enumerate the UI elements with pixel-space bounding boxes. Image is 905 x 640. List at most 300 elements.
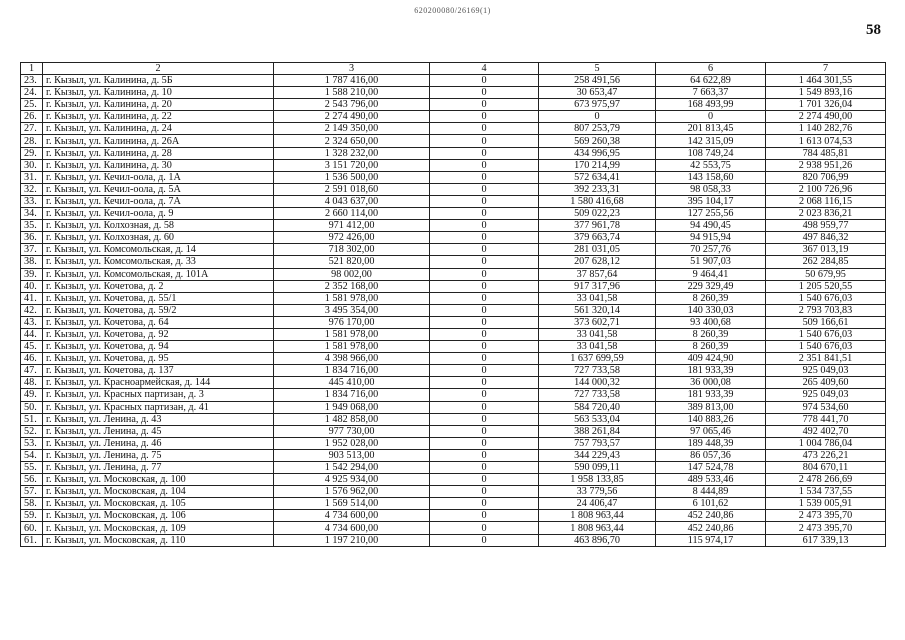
value-cell: 108 749,24: [656, 147, 766, 159]
value-cell: 1 140 282,76: [766, 123, 886, 135]
table-row: [21, 474, 886, 486]
value-cell: 1 540 676,03: [766, 292, 886, 304]
value-cell: 7 663,37: [656, 87, 766, 99]
value-cell: 1 637 699,59: [539, 353, 656, 365]
value-cell: 2 660 114,00: [274, 208, 430, 220]
value-cell: 51 907,03: [656, 256, 766, 268]
value-cell: 0: [430, 232, 539, 244]
value-cell: 727 733,58: [539, 389, 656, 401]
row-number: 32.: [21, 183, 43, 195]
column-header: 5: [539, 63, 656, 75]
value-cell: 497 846,32: [766, 232, 886, 244]
address-cell: г. Кызыл, ул. Кечил-оола, д. 9: [43, 208, 274, 220]
value-cell: 395 104,17: [656, 195, 766, 207]
address-cell: г. Кызыл, ул. Калинина, д. 22: [43, 111, 274, 123]
table-row: [21, 147, 886, 159]
table-row: [21, 389, 886, 401]
value-cell: 473 226,21: [766, 449, 886, 461]
address-cell: г. Кызыл, ул. Красных партизан, д. 41: [43, 401, 274, 413]
row-number: 33.: [21, 195, 43, 207]
value-cell: 0: [430, 135, 539, 147]
value-cell: 50 679,95: [766, 268, 886, 280]
table-row: [21, 292, 886, 304]
table-row: [21, 328, 886, 340]
address-cell: г. Кызыл, ул. Кочетова, д. 2: [43, 280, 274, 292]
row-number: 26.: [21, 111, 43, 123]
table-row: [21, 304, 886, 316]
value-cell: 262 284,85: [766, 256, 886, 268]
row-number: 27.: [21, 123, 43, 135]
value-cell: 140 883,26: [656, 413, 766, 425]
value-cell: 143 158,60: [656, 171, 766, 183]
address-cell: г. Кызыл, ул. Ленина, д. 46: [43, 437, 274, 449]
table-row: [21, 171, 886, 183]
row-number: 40.: [21, 280, 43, 292]
column-header: 2: [43, 63, 274, 75]
value-cell: 33 041,58: [539, 328, 656, 340]
value-cell: 2 274 490,00: [766, 111, 886, 123]
value-cell: 4 734 600,00: [274, 522, 430, 534]
row-number: 31.: [21, 171, 43, 183]
value-cell: 673 975,97: [539, 99, 656, 111]
table-row: [21, 183, 886, 195]
row-number: 60.: [21, 522, 43, 534]
value-cell: 0: [430, 99, 539, 111]
value-cell: 1 540 676,03: [766, 328, 886, 340]
value-cell: 0: [430, 220, 539, 232]
value-cell: 2 352 168,00: [274, 280, 430, 292]
value-cell: 70 257,76: [656, 244, 766, 256]
value-cell: 30 653,47: [539, 87, 656, 99]
address-cell: г. Кызыл, ул. Калинина, д. 10: [43, 87, 274, 99]
document-code: 620200080/26169(1): [414, 6, 491, 15]
value-cell: 258 491,56: [539, 75, 656, 87]
value-cell: 1 581 978,00: [274, 292, 430, 304]
value-cell: 0: [430, 75, 539, 87]
table-row: [21, 425, 886, 437]
column-header: 1: [21, 63, 43, 75]
table-row: [21, 208, 886, 220]
column-header: 7: [766, 63, 886, 75]
row-number: 23.: [21, 75, 43, 87]
value-cell: 0: [430, 522, 539, 534]
row-number: 30.: [21, 159, 43, 171]
value-cell: 757 793,57: [539, 437, 656, 449]
table-row: [21, 135, 886, 147]
value-cell: 521 820,00: [274, 256, 430, 268]
value-cell: 181 933,39: [656, 365, 766, 377]
table-row: [21, 316, 886, 328]
value-cell: 0: [430, 244, 539, 256]
value-cell: 170 214,99: [539, 159, 656, 171]
table-row: [21, 220, 886, 232]
value-cell: 489 533,46: [656, 474, 766, 486]
address-cell: г. Кызыл, ул. Московская, д. 110: [43, 534, 274, 546]
row-number: 51.: [21, 413, 43, 425]
value-cell: 563 533,04: [539, 413, 656, 425]
value-cell: 1 328 232,00: [274, 147, 430, 159]
register-table: [20, 62, 886, 547]
value-cell: 0: [430, 462, 539, 474]
value-cell: 201 813,45: [656, 123, 766, 135]
address-cell: г. Кызыл, ул. Кочетова, д. 92: [43, 328, 274, 340]
table-row: [21, 111, 886, 123]
value-cell: 9 464,41: [656, 268, 766, 280]
address-cell: г. Кызыл, ул. Красноармейская, д. 144: [43, 377, 274, 389]
value-cell: 0: [430, 159, 539, 171]
row-number: 43.: [21, 316, 43, 328]
value-cell: 6 101,62: [656, 498, 766, 510]
value-cell: 2 473 395,70: [766, 522, 886, 534]
value-cell: 1 588 210,00: [274, 87, 430, 99]
value-cell: 189 448,39: [656, 437, 766, 449]
value-cell: 434 996,95: [539, 147, 656, 159]
value-cell: 93 400,68: [656, 316, 766, 328]
row-number: 29.: [21, 147, 43, 159]
address-cell: г. Кызыл, ул. Московская, д. 105: [43, 498, 274, 510]
table-row: [21, 365, 886, 377]
value-cell: 1 952 028,00: [274, 437, 430, 449]
table-row: [21, 377, 886, 389]
value-cell: 2 023 836,21: [766, 208, 886, 220]
table-row: [21, 510, 886, 522]
table-row: [21, 534, 886, 546]
value-cell: 1 580 416,68: [539, 195, 656, 207]
address-cell: г. Кызыл, ул. Калинина, д. 24: [43, 123, 274, 135]
value-cell: 389 813,00: [656, 401, 766, 413]
value-cell: 1 549 893,16: [766, 87, 886, 99]
address-cell: г. Кызыл, ул. Ленина, д. 45: [43, 425, 274, 437]
row-number: 58.: [21, 498, 43, 510]
value-cell: 367 013,19: [766, 244, 886, 256]
row-number: 53.: [21, 437, 43, 449]
value-cell: 1 004 786,04: [766, 437, 886, 449]
value-cell: 147 524,78: [656, 462, 766, 474]
address-cell: г. Кызыл, ул. Кочетова, д. 64: [43, 316, 274, 328]
table-row: [21, 268, 886, 280]
column-header: 3: [274, 63, 430, 75]
value-cell: 0: [539, 111, 656, 123]
value-cell: 820 706,99: [766, 171, 886, 183]
value-cell: 572 634,41: [539, 171, 656, 183]
value-cell: 445 410,00: [274, 377, 430, 389]
address-cell: г. Кызыл, ул. Московская, д. 106: [43, 510, 274, 522]
table-row: [21, 159, 886, 171]
value-cell: 2 938 951,26: [766, 159, 886, 171]
value-cell: 0: [430, 304, 539, 316]
value-cell: 8 444,89: [656, 486, 766, 498]
value-cell: 1 787 416,00: [274, 75, 430, 87]
value-cell: 1 534 737,55: [766, 486, 886, 498]
address-cell: г. Кызыл, ул. Комсомольская, д. 33: [43, 256, 274, 268]
address-cell: г. Кызыл, ул. Ленина, д. 75: [43, 449, 274, 461]
value-cell: 409 424,90: [656, 353, 766, 365]
value-cell: 718 302,00: [274, 244, 430, 256]
value-cell: 1 613 074,53: [766, 135, 886, 147]
value-cell: 1 464 301,55: [766, 75, 886, 87]
value-cell: 8 260,39: [656, 328, 766, 340]
value-cell: 971 412,00: [274, 220, 430, 232]
value-cell: 3 495 354,00: [274, 304, 430, 316]
row-number: 42.: [21, 304, 43, 316]
value-cell: 168 493,99: [656, 99, 766, 111]
table-header-row: [21, 63, 886, 75]
value-cell: 115 974,17: [656, 534, 766, 546]
address-cell: г. Кызыл, ул. Калинина, д. 26А: [43, 135, 274, 147]
value-cell: 142 315,09: [656, 135, 766, 147]
table-row: [21, 486, 886, 498]
value-cell: 388 261,84: [539, 425, 656, 437]
value-cell: 64 622,89: [656, 75, 766, 87]
value-cell: 344 229,43: [539, 449, 656, 461]
row-number: 57.: [21, 486, 43, 498]
row-number: 28.: [21, 135, 43, 147]
address-cell: г. Кызыл, ул. Колхозная, д. 58: [43, 220, 274, 232]
value-cell: 977 730,00: [274, 425, 430, 437]
value-cell: 903 513,00: [274, 449, 430, 461]
value-cell: 617 339,13: [766, 534, 886, 546]
value-cell: 0: [430, 328, 539, 340]
address-cell: г. Кызыл, ул. Комсомольская, д. 14: [43, 244, 274, 256]
value-cell: 584 720,40: [539, 401, 656, 413]
row-number: 37.: [21, 244, 43, 256]
value-cell: 140 330,03: [656, 304, 766, 316]
value-cell: 1 808 963,44: [539, 510, 656, 522]
value-cell: 0: [430, 498, 539, 510]
address-cell: г. Кызыл, ул. Кочетова, д. 94: [43, 341, 274, 353]
value-cell: 86 057,36: [656, 449, 766, 461]
value-cell: 33 779,56: [539, 486, 656, 498]
table-row: [21, 99, 886, 111]
value-cell: 377 961,78: [539, 220, 656, 232]
value-cell: 392 233,31: [539, 183, 656, 195]
value-cell: 0: [430, 389, 539, 401]
value-cell: 229 329,49: [656, 280, 766, 292]
value-cell: 1 834 716,00: [274, 365, 430, 377]
address-cell: г. Кызыл, ул. Кочетова, д. 137: [43, 365, 274, 377]
row-number: 59.: [21, 510, 43, 522]
value-cell: 0: [430, 183, 539, 195]
value-cell: 8 260,39: [656, 341, 766, 353]
value-cell: 0: [430, 171, 539, 183]
value-cell: 2 478 266,69: [766, 474, 886, 486]
value-cell: 1 958 133,85: [539, 474, 656, 486]
address-cell: г. Кызыл, ул. Кочетова, д. 95: [43, 353, 274, 365]
row-number: 50.: [21, 401, 43, 413]
value-cell: 1 581 978,00: [274, 341, 430, 353]
row-number: 54.: [21, 449, 43, 461]
value-cell: 2 543 796,00: [274, 99, 430, 111]
value-cell: 0: [430, 316, 539, 328]
value-cell: 727 733,58: [539, 365, 656, 377]
value-cell: 97 065,46: [656, 425, 766, 437]
table-row: [21, 244, 886, 256]
value-cell: 281 031,05: [539, 244, 656, 256]
row-number: 45.: [21, 341, 43, 353]
table-row: [21, 353, 886, 365]
value-cell: 4 925 934,00: [274, 474, 430, 486]
value-cell: 181 933,39: [656, 389, 766, 401]
value-cell: 0: [430, 111, 539, 123]
value-cell: 0: [430, 413, 539, 425]
value-cell: 0: [430, 474, 539, 486]
value-cell: 0: [430, 353, 539, 365]
value-cell: 4 734 600,00: [274, 510, 430, 522]
row-number: 47.: [21, 365, 43, 377]
value-cell: 804 670,11: [766, 462, 886, 474]
address-cell: г. Кызыл, ул. Калинина, д. 28: [43, 147, 274, 159]
row-number: 35.: [21, 220, 43, 232]
value-cell: 1 808 963,44: [539, 522, 656, 534]
table-row: [21, 522, 886, 534]
value-cell: 37 857,64: [539, 268, 656, 280]
value-cell: 925 049,03: [766, 365, 886, 377]
value-cell: 0: [430, 123, 539, 135]
address-cell: г. Кызыл, ул. Московская, д. 104: [43, 486, 274, 498]
value-cell: 784 485,81: [766, 147, 886, 159]
row-number: 39.: [21, 268, 43, 280]
value-cell: 2 473 395,70: [766, 510, 886, 522]
value-cell: 33 041,58: [539, 292, 656, 304]
address-cell: г. Кызыл, ул. Красных партизан, д. 3: [43, 389, 274, 401]
address-cell: г. Кызыл, ул. Кечил-оола, д. 5А: [43, 183, 274, 195]
table-row: [21, 87, 886, 99]
address-cell: г. Кызыл, ул. Кочетова, д. 55/1: [43, 292, 274, 304]
value-cell: 0: [430, 377, 539, 389]
value-cell: 36 000,08: [656, 377, 766, 389]
value-cell: 265 409,60: [766, 377, 886, 389]
row-number: 55.: [21, 462, 43, 474]
value-cell: 925 049,03: [766, 389, 886, 401]
value-cell: 1 576 962,00: [274, 486, 430, 498]
row-number: 38.: [21, 256, 43, 268]
value-cell: 3 151 720,00: [274, 159, 430, 171]
value-cell: 379 663,74: [539, 232, 656, 244]
value-cell: 4 043 637,00: [274, 195, 430, 207]
value-cell: 1 482 858,00: [274, 413, 430, 425]
value-cell: 976 170,00: [274, 316, 430, 328]
table-row: [21, 341, 886, 353]
value-cell: 1 569 514,00: [274, 498, 430, 510]
row-number: 41.: [21, 292, 43, 304]
address-cell: г. Кызыл, ул. Калинина, д. 30: [43, 159, 274, 171]
value-cell: 2 591 018,60: [274, 183, 430, 195]
value-cell: 569 260,38: [539, 135, 656, 147]
row-number: 34.: [21, 208, 43, 220]
value-cell: 452 240,86: [656, 510, 766, 522]
address-cell: г. Кызыл, ул. Ленина, д. 77: [43, 462, 274, 474]
row-number: 56.: [21, 474, 43, 486]
column-header: 6: [656, 63, 766, 75]
value-cell: 590 099,11: [539, 462, 656, 474]
address-cell: г. Кызыл, ул. Московская, д. 109: [43, 522, 274, 534]
address-cell: г. Кызыл, ул. Кечил-оола, д. 1А: [43, 171, 274, 183]
value-cell: 94 915,94: [656, 232, 766, 244]
value-cell: 0: [430, 425, 539, 437]
page-number: 58: [866, 22, 881, 38]
value-cell: 452 240,86: [656, 522, 766, 534]
value-cell: 0: [430, 280, 539, 292]
row-number: 24.: [21, 87, 43, 99]
value-cell: 463 896,70: [539, 534, 656, 546]
value-cell: 0: [430, 87, 539, 99]
value-cell: 1 205 520,55: [766, 280, 886, 292]
value-cell: 1 949 068,00: [274, 401, 430, 413]
value-cell: 0: [430, 365, 539, 377]
value-cell: 144 000,32: [539, 377, 656, 389]
table-row: [21, 413, 886, 425]
value-cell: 0: [430, 195, 539, 207]
address-cell: г. Кызыл, ул. Ленина, д. 43: [43, 413, 274, 425]
value-cell: 972 426,00: [274, 232, 430, 244]
table-row: [21, 256, 886, 268]
address-cell: г. Кызыл, ул. Комсомольская, д. 101А: [43, 268, 274, 280]
table-row: [21, 437, 886, 449]
value-cell: 98 058,33: [656, 183, 766, 195]
row-number: 44.: [21, 328, 43, 340]
value-cell: 373 602,71: [539, 316, 656, 328]
table-row: [21, 449, 886, 461]
value-cell: 33 041,58: [539, 341, 656, 353]
address-cell: г. Кызыл, ул. Кочетова, д. 59/2: [43, 304, 274, 316]
value-cell: 0: [430, 147, 539, 159]
value-cell: 0: [430, 292, 539, 304]
value-cell: 94 490,45: [656, 220, 766, 232]
value-cell: 498 959,77: [766, 220, 886, 232]
value-cell: 0: [430, 510, 539, 522]
value-cell: 2 274 490,00: [274, 111, 430, 123]
value-cell: 0: [430, 401, 539, 413]
value-cell: 4 398 966,00: [274, 353, 430, 365]
value-cell: 492 402,70: [766, 425, 886, 437]
value-cell: 0: [430, 534, 539, 546]
value-cell: 2 324 650,00: [274, 135, 430, 147]
row-number: 25.: [21, 99, 43, 111]
table-row: [21, 280, 886, 292]
row-number: 46.: [21, 353, 43, 365]
value-cell: 778 441,70: [766, 413, 886, 425]
value-cell: 2 068 116,15: [766, 195, 886, 207]
value-cell: 509 022,23: [539, 208, 656, 220]
table-row: [21, 462, 886, 474]
value-cell: 0: [430, 208, 539, 220]
value-cell: 509 166,61: [766, 316, 886, 328]
value-cell: 1 581 978,00: [274, 328, 430, 340]
address-cell: г. Кызыл, ул. Кечил-оола, д. 7А: [43, 195, 274, 207]
value-cell: 98 002,00: [274, 268, 430, 280]
address-cell: г. Кызыл, ул. Калинина, д. 20: [43, 99, 274, 111]
value-cell: 2 100 726,96: [766, 183, 886, 195]
value-cell: 2 793 703,83: [766, 304, 886, 316]
table-row: [21, 498, 886, 510]
value-cell: 207 628,12: [539, 256, 656, 268]
value-cell: 8 260,39: [656, 292, 766, 304]
value-cell: 1 197 210,00: [274, 534, 430, 546]
value-cell: 0: [430, 268, 539, 280]
column-header: 4: [430, 63, 539, 75]
table-row: [21, 232, 886, 244]
value-cell: 1 542 294,00: [274, 462, 430, 474]
value-cell: 24 406,47: [539, 498, 656, 510]
row-number: 52.: [21, 425, 43, 437]
address-cell: г. Кызыл, ул. Колхозная, д. 60: [43, 232, 274, 244]
value-cell: 1 539 005,91: [766, 498, 886, 510]
value-cell: 1 540 676,03: [766, 341, 886, 353]
value-cell: 807 253,79: [539, 123, 656, 135]
value-cell: 127 255,56: [656, 208, 766, 220]
address-cell: г. Кызыл, ул. Калинина, д. 5Б: [43, 75, 274, 87]
row-number: 61.: [21, 534, 43, 546]
